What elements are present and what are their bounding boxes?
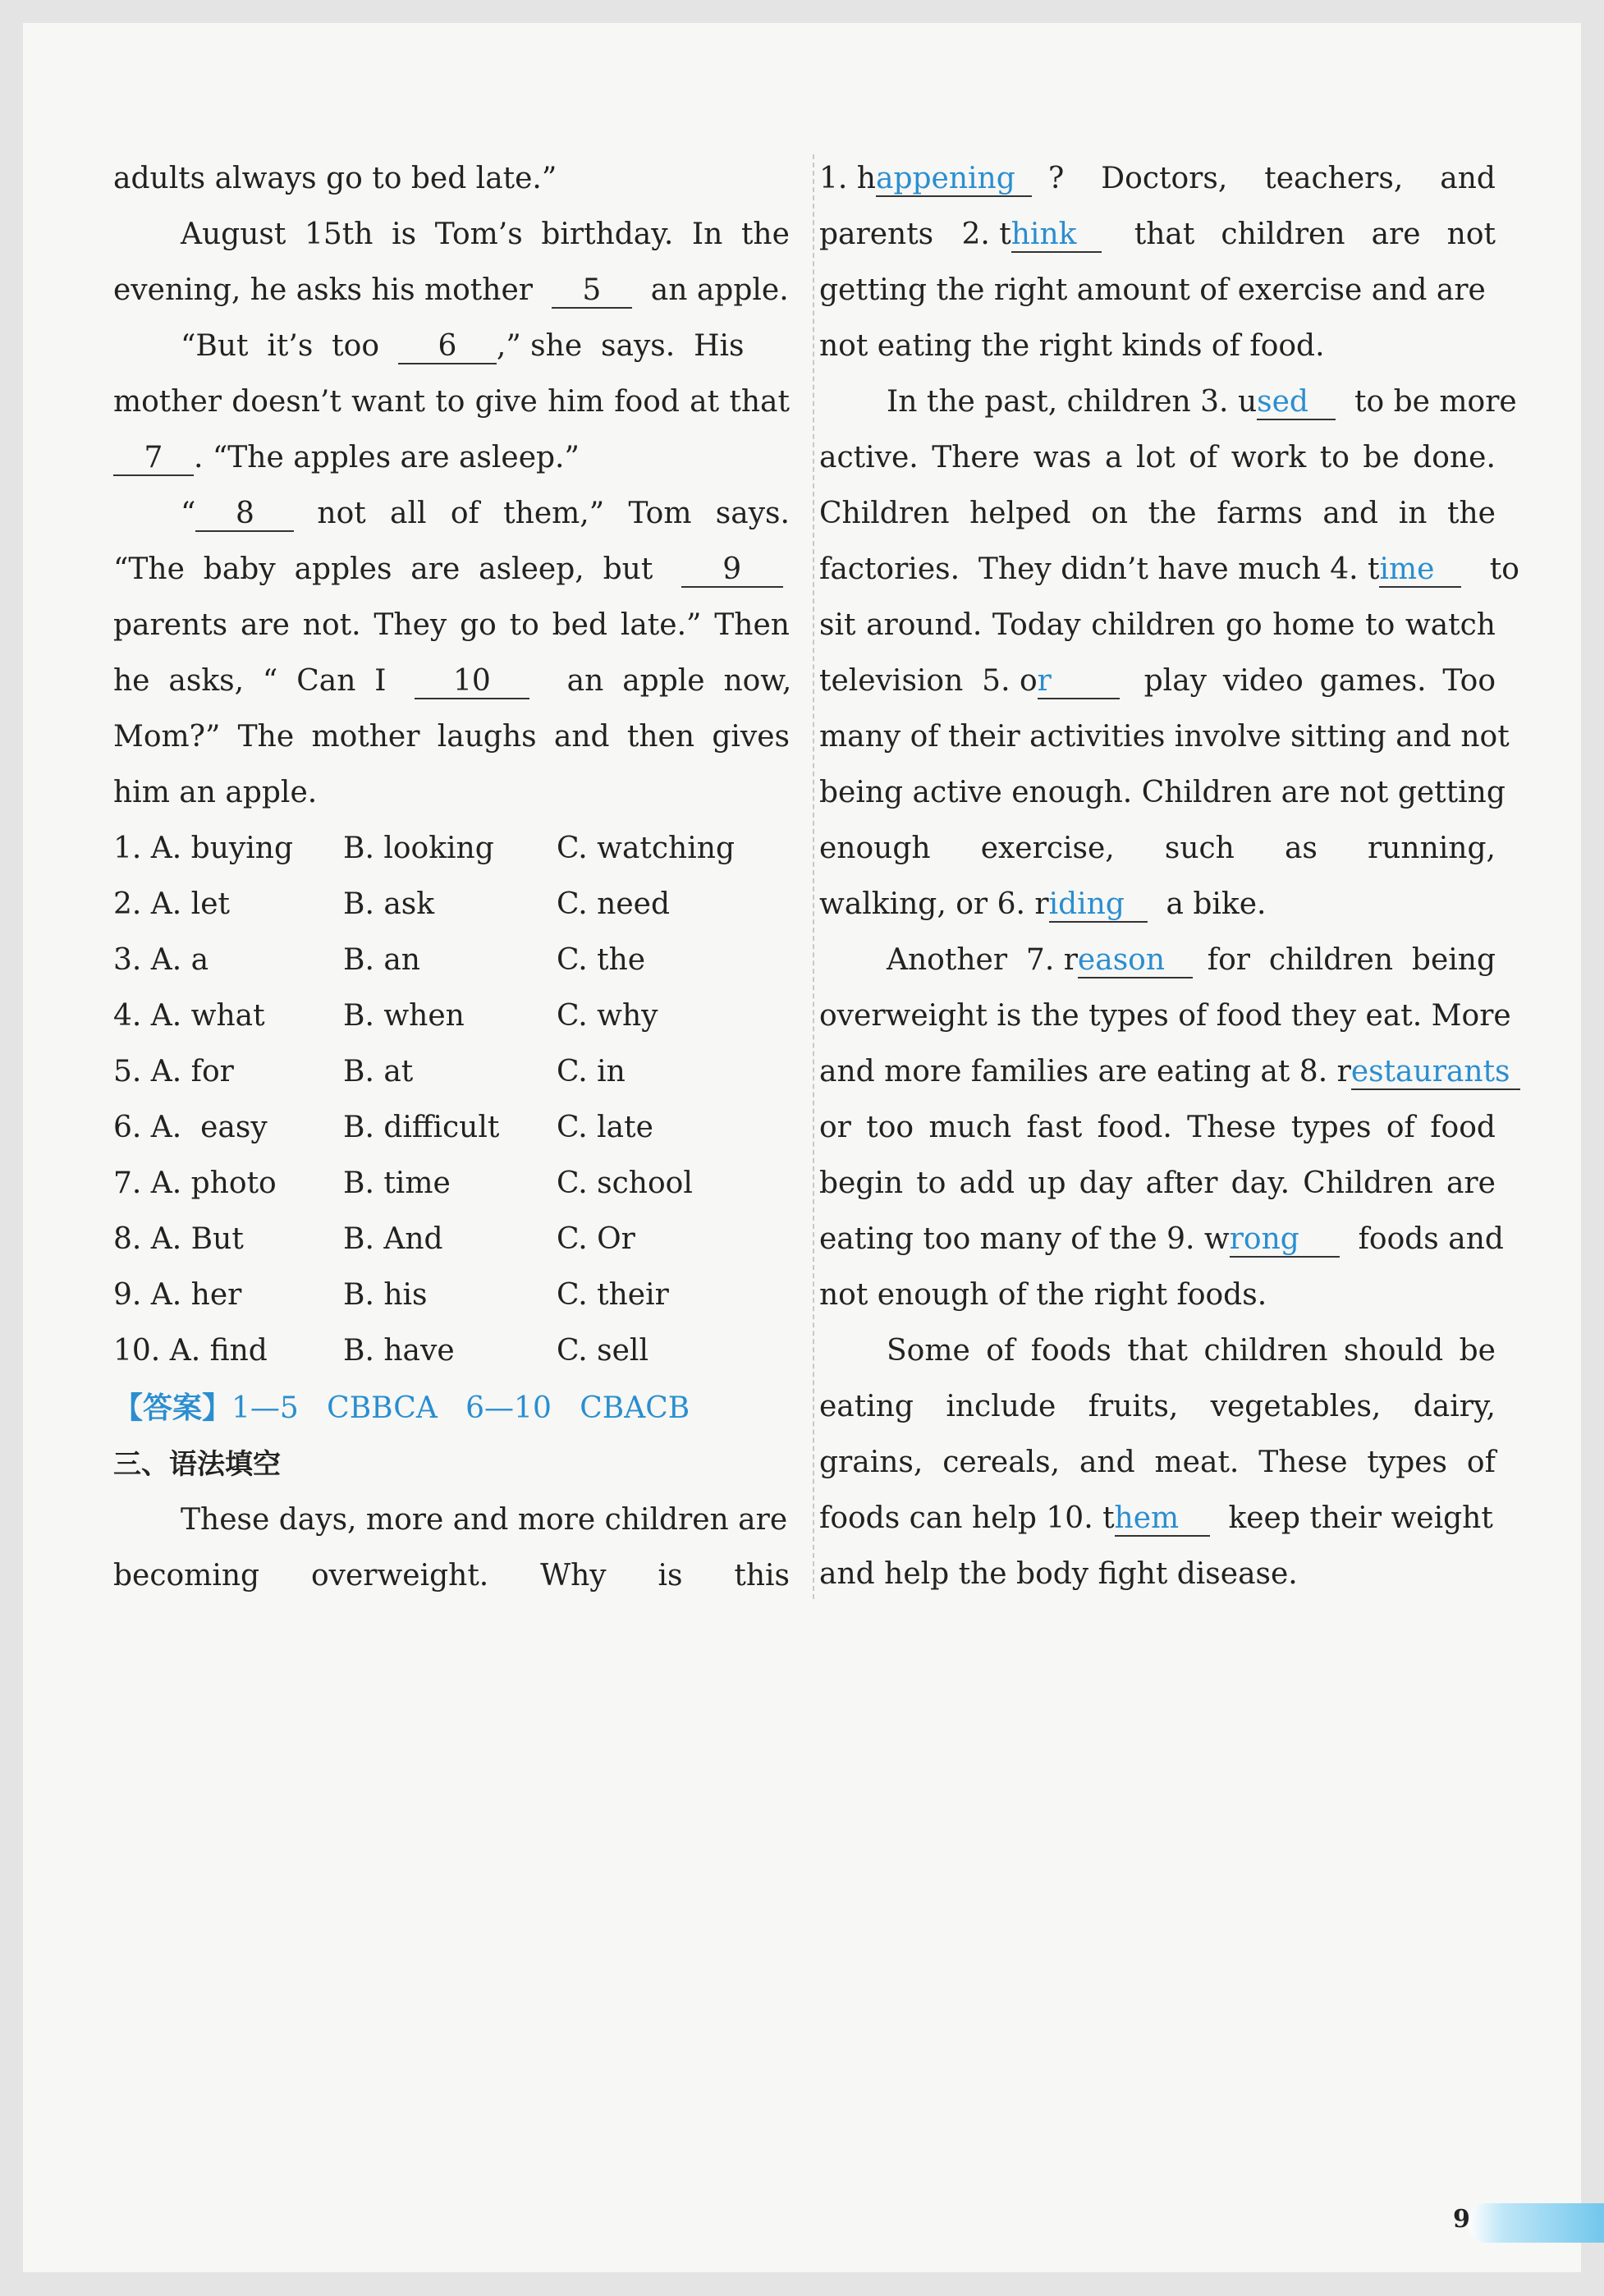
word: foods: [1030, 1334, 1111, 1368]
option-3-c: C. the: [557, 943, 646, 977]
option-1-b: B. looking: [343, 832, 494, 865]
word: be: [1459, 1334, 1496, 1368]
passage-line: [819, 438, 1496, 478]
word: Mom?”: [113, 720, 221, 754]
passage-line: [819, 829, 1496, 868]
option-2-a: 2. A. let: [113, 887, 230, 921]
word: parents: [113, 608, 228, 642]
passage-line: him an apple.: [113, 776, 318, 809]
passage-line: [113, 1556, 790, 1596]
answer-key: 【答案】1—5 CBBCA 6—10 CBACB: [113, 1391, 690, 1425]
passage-line: In the past, children 3. used to be more: [887, 385, 1517, 419]
word: of: [1189, 441, 1218, 474]
word: In: [691, 218, 723, 251]
word: 15th: [305, 218, 374, 251]
word: after: [1145, 1166, 1218, 1200]
word: begin: [819, 1166, 904, 1200]
passage-line: many of their activities involve sitting and not: [819, 720, 1510, 754]
word: doesn’t: [231, 385, 341, 419]
passage-line: “The baby apples are asleep, but 9: [113, 550, 783, 589]
word: be: [1363, 441, 1400, 474]
word: Why: [540, 1559, 607, 1593]
word: the: [1148, 497, 1197, 530]
option-8-b: B. And: [343, 1222, 443, 1256]
word: They: [374, 608, 447, 642]
word: There: [932, 441, 1020, 474]
word: is: [392, 218, 417, 251]
word: overweight.: [310, 1559, 489, 1593]
word: meat.: [1154, 1446, 1240, 1479]
option-8-a: 8. A. But: [113, 1222, 244, 1256]
word: are: [1446, 1166, 1496, 1200]
passage-line: factories. They didn’t have much 4. time to: [819, 552, 1519, 586]
word: up: [1028, 1166, 1066, 1200]
option-7-a: 7. A. photo: [113, 1166, 277, 1200]
word: August: [181, 218, 286, 251]
passage-line: [113, 606, 790, 645]
column-divider: [813, 154, 814, 1599]
answer-blank-2[interactable]: hink: [1011, 218, 1102, 253]
word: grains,: [819, 1446, 923, 1479]
word: to: [509, 608, 539, 642]
passage-line: getting the right amount of exercise and are: [819, 273, 1486, 307]
passage-line: and more families are eating at 8. restaurants: [819, 1052, 1520, 1092]
word: the: [1447, 497, 1496, 530]
word: birthday.: [541, 218, 674, 251]
word: work: [1230, 441, 1307, 474]
passage-line: [113, 383, 790, 422]
option-6-b: B. difficult: [343, 1111, 500, 1144]
passage-line: overweight is the types of food they eat. More: [819, 999, 1511, 1033]
passage-line: he asks, “ Can I 10 an apple now,: [113, 664, 792, 698]
answer-blank-3[interactable]: sed: [1257, 386, 1336, 420]
word: food.: [1097, 1111, 1172, 1144]
passage-line: [819, 1164, 1496, 1203]
word: Doctors,: [1101, 162, 1228, 195]
word: at: [690, 385, 720, 419]
option-5-c: C. in: [557, 1055, 626, 1088]
word: becoming: [113, 1559, 260, 1593]
word: Tom’s: [434, 218, 523, 251]
word: or: [819, 1111, 851, 1144]
word: Too: [1442, 664, 1496, 698]
section-title: 三、语法填空: [113, 1448, 281, 1481]
word: says.: [715, 497, 790, 530]
word: not: [1446, 218, 1496, 251]
option-4-a: 4. A. what: [113, 999, 265, 1033]
word: of: [1466, 1446, 1496, 1479]
word: watch: [1405, 608, 1496, 642]
word: lot: [1136, 441, 1176, 474]
word: should: [1344, 1334, 1444, 1368]
word: types: [1290, 1111, 1372, 1144]
word: too: [866, 1111, 914, 1144]
word: go: [1225, 608, 1263, 642]
word: not.: [302, 608, 361, 642]
option-7-c: C. school: [557, 1166, 693, 1200]
word: gives: [712, 720, 790, 754]
answer-blank-1[interactable]: appening: [876, 163, 1032, 197]
word: that: [1127, 1334, 1188, 1368]
page-number-tab: [1468, 2203, 1604, 2243]
word: laughs: [437, 720, 537, 754]
word: bed: [552, 608, 607, 642]
answer-blank-4[interactable]: ime: [1379, 553, 1461, 588]
blank-5[interactable]: 5: [552, 274, 632, 309]
word: children: [1221, 218, 1345, 251]
passage-line: These days, more and more children are: [181, 1503, 788, 1537]
passage-line: 1. h appening ? Doctors, teachers, and: [819, 159, 1496, 199]
passage-line: eating too many of the 9. wrong foods and: [819, 1222, 1504, 1256]
word: video: [1222, 664, 1304, 698]
passage-line: and help the body fight disease.: [819, 1557, 1298, 1591]
passage-line: [819, 1387, 1496, 1427]
word: late.”: [620, 608, 702, 642]
passage-line: parents 2. t hink that children are not: [819, 215, 1496, 254]
word: to: [1319, 441, 1350, 474]
blank-6[interactable]: 6: [398, 330, 497, 364]
passage-line: [113, 717, 790, 757]
option-3-b: B. an: [343, 943, 420, 977]
word: teachers,: [1264, 162, 1404, 195]
worksheet-page: [23, 23, 1581, 2272]
option-10-a: 10. A. find: [113, 1334, 268, 1368]
passage-line: Another 7. r eason for children being: [887, 943, 1496, 977]
word: running,: [1368, 832, 1496, 865]
word: then: [626, 720, 695, 754]
word: Then: [714, 608, 790, 642]
option-2-c: C. need: [557, 887, 670, 921]
word: mother: [311, 720, 420, 754]
passage-line: 7 . “The apples are asleep.”: [113, 438, 580, 478]
word: them,”: [503, 497, 605, 530]
word: in: [1398, 497, 1428, 530]
word: such: [1164, 832, 1235, 865]
answer-blank-7[interactable]: eason: [1078, 944, 1193, 978]
option-3-a: 3. A. a: [113, 943, 209, 977]
answer-blank-6[interactable]: iding: [1049, 888, 1148, 923]
word: and: [1440, 162, 1496, 195]
word: include: [946, 1390, 1056, 1423]
word: food: [614, 385, 680, 419]
word: day.: [1230, 1166, 1290, 1200]
word: children: [1091, 608, 1216, 642]
word: home: [1272, 608, 1355, 642]
word: and: [553, 720, 610, 754]
option-5-b: B. at: [343, 1055, 414, 1088]
word: ?: [1047, 162, 1065, 195]
passage-line: television 5. o r play video games. Too: [819, 662, 1496, 701]
word: mother: [113, 385, 222, 419]
passage-line: [819, 606, 1496, 645]
word: done.: [1413, 441, 1496, 474]
passage-line: not eating the right kinds of food.: [819, 329, 1325, 363]
passage-line: not enough of the right foods.: [819, 1278, 1267, 1312]
passage-line: “ 8 not all of them,” Tom says.: [181, 494, 790, 534]
passage-line: [819, 1108, 1496, 1148]
word: that: [1134, 218, 1195, 251]
word: are: [240, 608, 290, 642]
option-10-c: C. sell: [557, 1334, 648, 1368]
answer-blank-9[interactable]: rong: [1230, 1223, 1340, 1258]
word: Some: [887, 1334, 970, 1368]
word: fast: [1026, 1111, 1083, 1144]
word: of: [1386, 1111, 1415, 1144]
option-6-c: C. late: [557, 1111, 653, 1144]
word: exercise,: [980, 832, 1115, 865]
word: of: [450, 497, 479, 530]
word: These: [1187, 1111, 1276, 1144]
word: food: [1430, 1111, 1496, 1144]
word: farms: [1217, 497, 1303, 530]
passage-line: [181, 215, 790, 254]
blank-10[interactable]: 10: [415, 665, 529, 699]
word: These: [1258, 1446, 1348, 1479]
word: The: [237, 720, 295, 754]
word: this: [734, 1559, 790, 1593]
passage-line: [819, 1443, 1496, 1483]
word: types: [1367, 1446, 1448, 1479]
option-9-b: B. his: [343, 1278, 428, 1312]
word: a: [1105, 441, 1123, 474]
passage-line: evening, he asks his mother 5 an apple.: [113, 273, 789, 307]
word: are: [1371, 218, 1421, 251]
word: children: [1203, 1334, 1328, 1368]
word: much: [928, 1111, 1012, 1144]
option-7-b: B. time: [343, 1166, 451, 1200]
passage-line: [819, 494, 1496, 534]
answer-blank-8[interactable]: estaurants: [1351, 1056, 1520, 1090]
blank-9[interactable]: 9: [681, 553, 783, 588]
option-9-a: 9. A. her: [113, 1278, 242, 1312]
word: add: [959, 1166, 1015, 1200]
word: of: [986, 1334, 1015, 1368]
option-10-b: B. have: [343, 1334, 455, 1368]
word: vegetables,: [1210, 1390, 1382, 1423]
word: Children: [1303, 1166, 1433, 1200]
option-4-c: C. why: [557, 999, 658, 1033]
word: is: [658, 1559, 683, 1593]
passage-line: walking, or 6. riding a bike.: [819, 887, 1267, 921]
word: not: [317, 497, 366, 530]
word: go: [460, 608, 497, 642]
option-5-a: 5. A. for: [113, 1055, 234, 1088]
answer-blank-5[interactable]: r: [1038, 665, 1120, 699]
word: the: [740, 218, 790, 251]
word: give: [474, 385, 538, 419]
word: want: [351, 385, 426, 419]
option-1-a: 1. A. buying: [113, 832, 293, 865]
passage-line: foods can help 10. them keep their weight: [819, 1501, 1493, 1535]
passage-line: being active enough. Children are not getting: [819, 776, 1505, 809]
word: active.: [819, 441, 919, 474]
option-4-b: B. when: [343, 999, 465, 1033]
word: to: [435, 385, 465, 419]
word: and: [1322, 497, 1379, 530]
word: to: [916, 1166, 946, 1200]
word: cereals,: [942, 1446, 1061, 1479]
word: Today: [992, 608, 1081, 642]
blank-8[interactable]: 8: [195, 497, 294, 532]
word: Tom: [628, 497, 692, 530]
option-6-a: 6. A. easy: [113, 1111, 268, 1144]
answer-blank-10[interactable]: hem: [1115, 1502, 1210, 1537]
word: all: [390, 497, 427, 530]
option-8-c: C. Or: [557, 1222, 635, 1256]
word: that: [729, 385, 790, 419]
word: dairy,: [1413, 1390, 1496, 1423]
word: was: [1033, 441, 1092, 474]
word: helped: [969, 497, 1071, 530]
word: day: [1079, 1166, 1133, 1200]
word: fruits,: [1088, 1390, 1179, 1423]
word: as: [1284, 832, 1318, 865]
word: play: [1143, 664, 1207, 698]
option-1-c: C. watching: [557, 832, 735, 865]
passage-line: [887, 1331, 1496, 1371]
word: and: [1079, 1446, 1135, 1479]
word: on: [1091, 497, 1128, 530]
blank-7[interactable]: 7: [113, 442, 194, 476]
word: eating: [819, 1390, 914, 1423]
word: around.: [866, 608, 983, 642]
word: him: [548, 385, 604, 419]
passage-line: adults always go to bed late.”: [113, 162, 557, 195]
option-2-b: B. ask: [343, 887, 435, 921]
word: enough: [819, 832, 931, 865]
word: to: [1365, 608, 1395, 642]
passage-line: “But it’s too 6 ,” she says. His: [181, 329, 745, 363]
word: sit: [819, 608, 856, 642]
page-number: 9: [1453, 2205, 1470, 2234]
word: Children: [819, 497, 950, 530]
word: games.: [1319, 664, 1427, 698]
option-9-c: C. their: [557, 1278, 669, 1312]
